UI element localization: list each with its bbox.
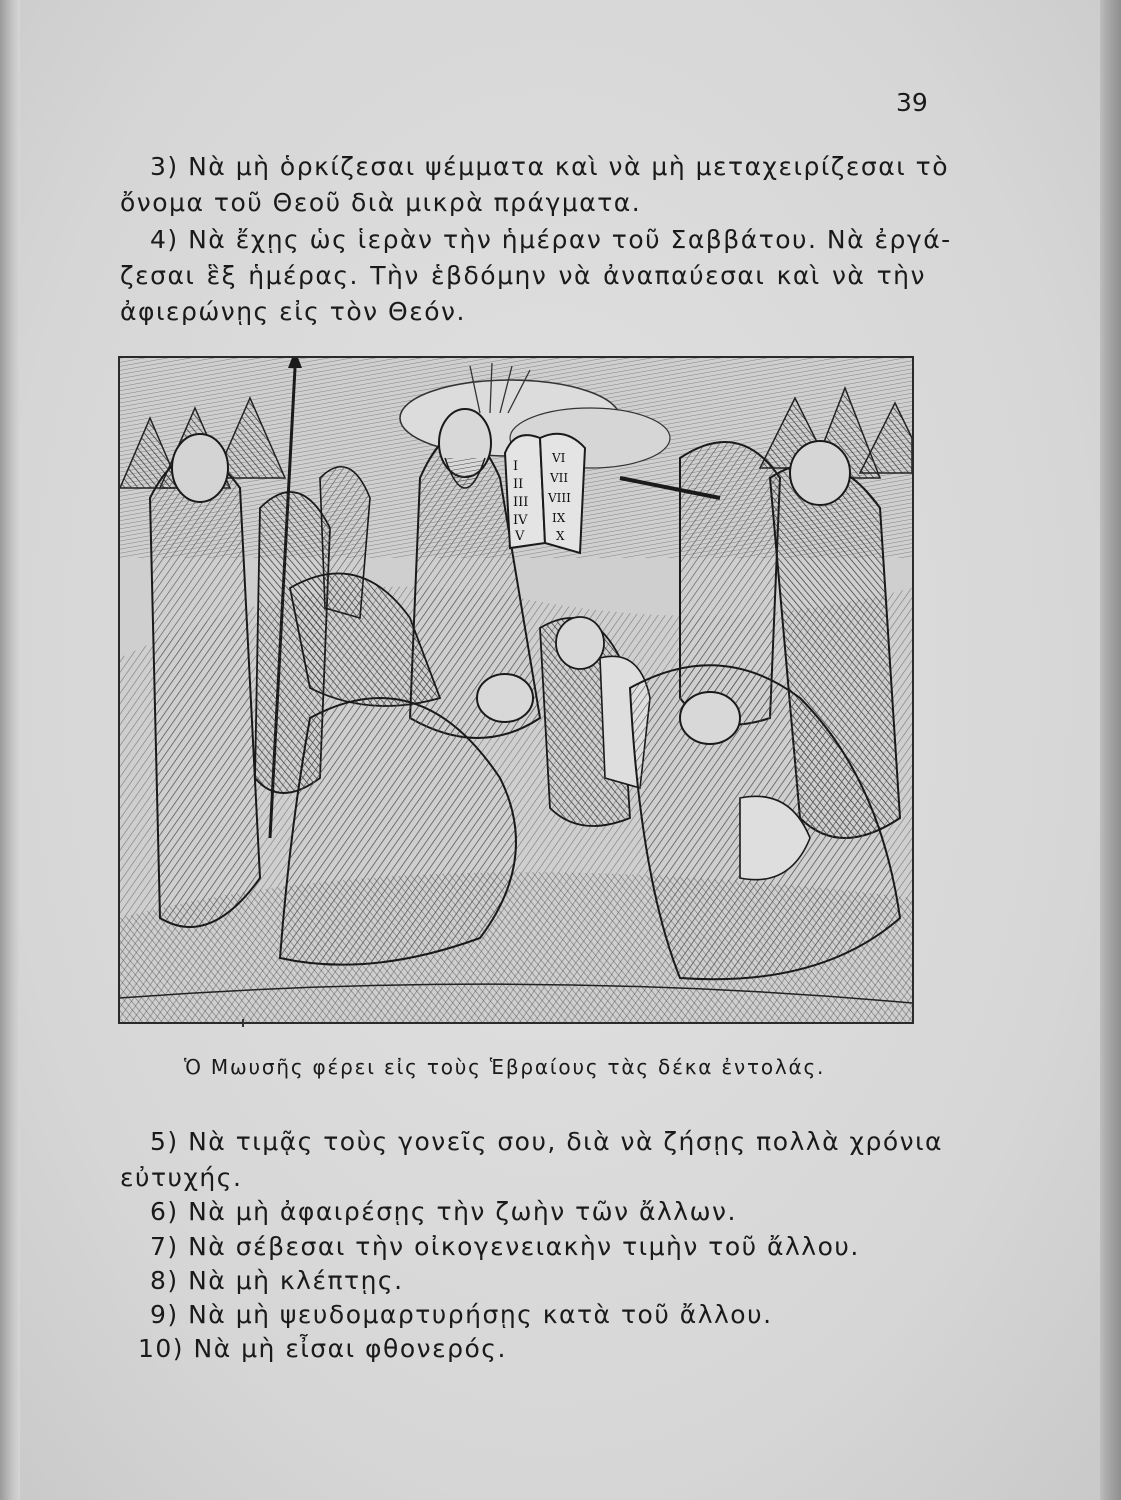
figure-caption: Ὁ Μωυσῆς φέρει εἰς τοὺς Ἑβραίους τὰς δέκα ἐντολάς. [184,1055,826,1079]
text-line: 4) Νὰ ἔχῃς ὡς ἱερὰν τὴν ἡμέραν τοῦ Σαββάτου. Νὰ ἐργά- [150,225,952,254]
text-line: 9) Νὰ μὴ ψευδομαρτυρήσῃς κατὰ τοῦ ἄλλου. [150,1300,773,1329]
text-line: 7) Νὰ σέβεσαι τὴν οἰκογενειακὴν τιμὴν τοῦ ἄλλου. [150,1232,860,1261]
tablet-numeral: V [515,529,525,544]
tablet-numeral: IX [552,511,566,525]
text-line: 3) Νὰ μὴ ὁρκίζεσαι ψέμματα καὶ νὰ μὴ μεταχειρίζεσαι τὸ [150,152,949,181]
text-line: ζεσαι ἓξ ἡμέρας. Τὴν ἑβδόμην νὰ ἀναπαύεσαι καὶ νὰ τὴν [120,261,926,290]
engraving-drawing [120,358,912,1022]
print-mark [242,1019,244,1027]
tablet-numeral: II [513,477,524,492]
text-line: ὄνομα τοῦ Θεοῦ διὰ μικρὰ πράγματα. [120,188,642,217]
tablet-numeral: IV [513,513,528,528]
page-number: 39 [896,88,928,117]
tablet-numeral: VII [550,471,569,485]
text-line: ἀφιερώνῃς εἰς τὸν Θεόν. [120,297,466,326]
text-line: 8) Νὰ μὴ κλέπτῃς. [150,1266,404,1295]
page-edge-shadow [1100,0,1121,1500]
text-line: 6) Νὰ μὴ ἀφαιρέσῃς τὴν ζωὴν τῶν ἄλλων. [150,1197,737,1226]
tablet-numeral: VI [552,451,566,465]
page-binding-shadow [0,0,20,1500]
text-line: εὐτυχής. [120,1163,243,1192]
engraving-moses-ten-commandments [118,356,914,1024]
tablet-numeral: III [513,495,529,510]
tablet-numeral: VIII [548,491,571,505]
tablet-numeral: I [513,459,519,474]
text-line: 5) Νὰ τιμᾷς τοὺς γονεῖς σου, διὰ νὰ ζήσῃς πολλὰ χρόνια [150,1127,944,1156]
text-line: 10) Νὰ μὴ εἶσαι φθονερός. [138,1334,507,1363]
tablets-group [505,434,585,553]
tablet-numeral: X [556,529,565,543]
